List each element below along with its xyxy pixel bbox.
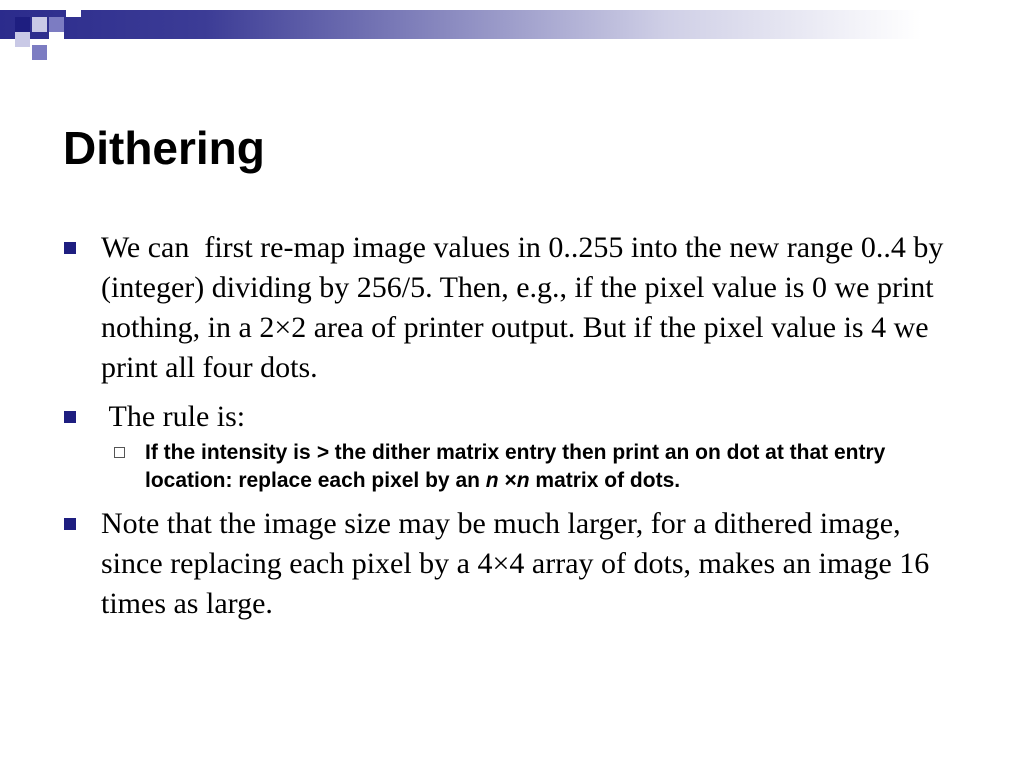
square-bullet-icon (64, 411, 76, 423)
corner-square (49, 32, 64, 47)
greater-than-symbol: > (316, 441, 329, 464)
corner-square (49, 17, 64, 32)
bullet-item (0, 504, 1024, 624)
hollow-square-bullet-icon (114, 447, 125, 458)
bullet-text: The rule is: (101, 400, 246, 433)
times-symbol: × (498, 469, 517, 492)
sub-bullet-item (0, 439, 1024, 495)
header-gradient-bar (0, 10, 1024, 39)
bullet-item (0, 397, 1024, 437)
corner-square (15, 17, 30, 32)
bullet-text: We can first re-map image values in 0..255 into the new range 0..4 by (integer) dividing by 256/5. Then, e.g., if the pixel value is 0 we print nothing, in a 2×2 area of printer output. But if the pixel value is 4 we print all four dots. (101, 231, 951, 384)
variable-n: n (485, 469, 499, 492)
corner-square (32, 45, 47, 60)
square-bullet-icon (64, 518, 76, 530)
bullet-text: Note that the image size may be much larger, for a dithered image, since replacing each pixel by a 4×4 array of dots, makes an image 16 times as large. (101, 507, 937, 620)
slide-title: Dithering (63, 122, 265, 174)
bullet-list (0, 228, 1024, 624)
corner-square (15, 32, 30, 47)
variable-n: n (516, 469, 530, 492)
sub-bullet-text: If the intensity is > the dither matrix entry then print an on dot at that entry location: replace each pixel by an n ×n matrix of dots. (145, 441, 886, 492)
square-bullet-icon (64, 242, 76, 254)
bullet-item (0, 228, 1024, 388)
corner-square (32, 17, 47, 32)
corner-square (66, 2, 81, 17)
